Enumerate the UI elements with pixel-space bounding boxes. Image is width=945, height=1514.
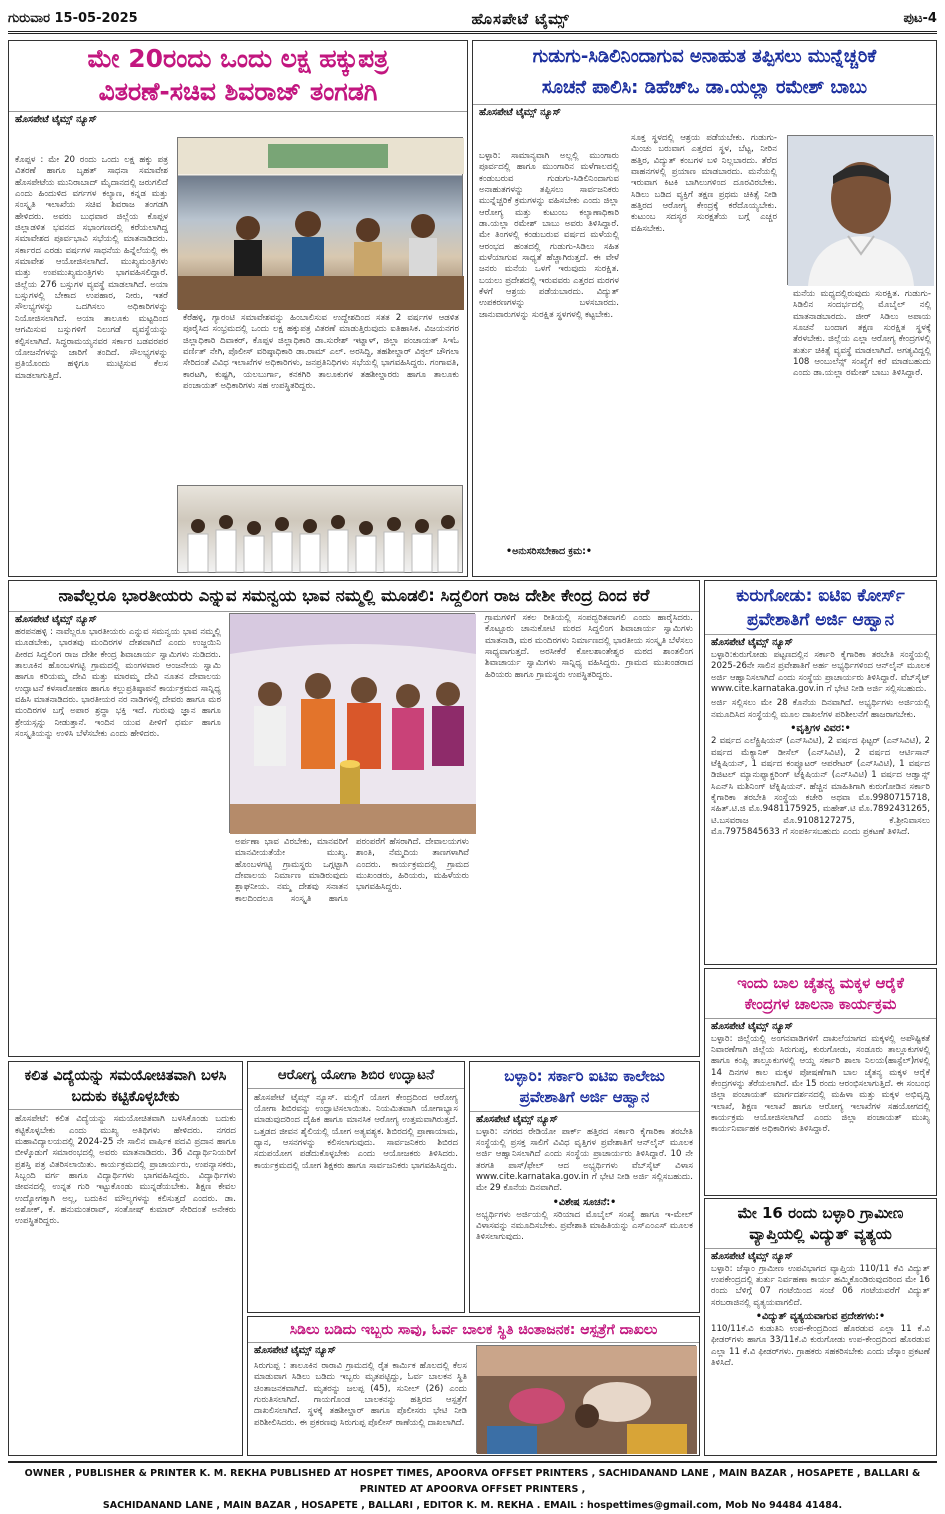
story1-headline-1: ಮೇ 20ರಂದು ಒಂದು ಲಕ್ಷ ಹಕ್ಕುಪತ್ರ — [87, 44, 389, 73]
story-samanvaya-bhava — [8, 580, 700, 1057]
story-bala-chaitanya — [704, 968, 937, 1196]
story3-body: ಹರಪನಹಳ್ಳಿ : ನಾವೆಲ್ಲರೂ ಭಾರತೀಯರು ಎನ್ನುವ ಸಮನ್ವಯ ಭಾವ ನಮ್ಮಲ್ಲಿ ಮೂಡಬೇಕು, ಭಾರತವು ಮಂದಿರಗಳ ದೇಶವಾಗಿದೆ ಎಂದು ಉಜ್ಜಯಿನಿ ಪೀಠದ ಸಿದ್ದಲಿಂಗ ರಾಜ ದೇಶೀ ಕೇಂದ್ರ ಶಿವಾಚಾರ್ಯ ಸ್ವಾಮಿಗಳು ನುಡಿದರು. ತಾಲೂಕಿನ ಹೊಂಬಳಗಟ್ಟಿ ಗ್ರಾಮದಲ್ಲಿ ಮಂಗಳವಾರ ಆಂಜನೇಯ ಸ್ವಾಮಿ ಹಾಗೂ ಕರಿಯಮ್ಮ ದೇವಿ ಮತ್ತು ಮಾರಮ್ಮ ದೇವಿ ನೂತನ ದೇವಾಲಯ ಉದ್ಘಾಟನೆ ಕಳಸಾರೋಹಣ ಹಾಗೂ ಕಲ್ಲುಪ್ರತಿಷ್ಠಾಪನೆ ಕಾರ್ಯಕ್ರಮದ ಸಾನ್ನಿಧ್ಯ ವಹಿಸಿ ಮಾತನಾಡಿದರು. ಭಾರತೀಯರ ನರ ನಾಡಿಗಳಲ್ಲಿ ದೇವರು ಹಾಗೂ ಮಠ ಮಂದಿರಗಳ ಬಗ್ಗೆ ಅಪಾರ ಶ್ರದ್ಧಾ ಭಕ್ತಿ ಇದೆ. ಗುರುವು ಜ್ಞಾನ ಹಾಗೂ ಶ್ರೇಯಸ್ಸನ್ನು ನೀಡುತ್ತಾನೆ. ಇಂದಿನ ಯುವ ಪೀಳಿಗೆ ಧರ್ಮ ಹಾಗೂ ಸಂಸ್ಕೃತಿಯನ್ನು ಉಳಿಸಿ ಬೆಳೆಸಬೇಕು ಎಂದು ಹೇಳಿದರು. — [15, 627, 221, 740]
story7-headline-1: ಕಲಿತ ವಿದ್ಯೆಯನ್ನು ಸಮಯೋಚಿತವಾಗಿ ಬಳಸಿ — [24, 1068, 227, 1084]
story9-headline-2: ಪ್ರವೇಶಾತಿಗೆ ಅರ್ಜಿ ಆಹ್ವಾನ — [470, 1089, 699, 1111]
imprint-line-2: SACHIDANAND LANE , MAIN BAZAR , HOSAPETE , BALLARI , EDITOR K. M. REKHA . EMAIL : hospettimes@gmail.com, Mob No 94484 41484. — [102, 1500, 843, 1511]
issue-date: ಗುರುವಾರ 15-05-2025 — [8, 11, 138, 26]
story-sidilu-muncharike — [472, 40, 937, 577]
story6-body: ಬಳ್ಳಾರಿ: ಜೆಸ್ಕಾಂ ಗ್ರಾಮೀಣ ಉಪವಿಭಾಗದ ವ್ಯಾಪ್ತಿಯ 110/11 ಕೆವಿ ವಿದ್ಯುತ್ ಉಪಕೇಂದ್ರದಲ್ಲಿ ತುರ್ತು ನಿರ್ವಹಣಾ ಕಾರ್ಯ ಹಮ್ಮಿಕೊಂಡಿರುವುದರಿಂದ ಮೇ 16 ರಂದು ಬೆಳಿಗ್ಗೆ 07 ಗಂಟೆಯಿಂದ ಸಂಜೆ 06 ಗಂಟೆಯವರೆಗೆ ವಿದ್ಯುತ್ ಸರಬರಾಜಿನಲ್ಲಿ ವ್ಯತ್ಯಯವಾಗಲಿದೆ. — [711, 1263, 930, 1308]
story-sidilu-sav — [247, 1316, 700, 1456]
story3-temple-event-photo — [229, 613, 475, 833]
story6-byline: ಹೊಸಪೇಟೆ ಟೈಮ್ಸ್ ನ್ಯೂಸ್ — [711, 1250, 793, 1262]
story6-body-2: 110/11ಕೆ.ವಿ ಕುಡುತಿನಿ ಉಪ-ಕೇಂದ್ರದಿಂದ ಹೊರಡುವ ಎಲ್ಲಾ 11 ಕೆ.ವಿ ಫೀಡರ್‌ಗಳು ಹಾಗೂ 33/11ಕೆ.ವಿ ಕುರುಗೋಡು ಉಪ-ಕೇಂದ್ರದಿಂದ ಹೊರಡುವ ಎಲ್ಲಾ 11 ಕೆ.ವಿ ಫೀಡರ್‌ಗಳು. ಗ್ರಾಹಕರು ಸಹಕರಿಸಬೇಕು ಎಂದು ಜೆಸ್ಕಾಂ ಪ್ರಕಟಣೆ ತಿಳಿಸಿದೆ. — [711, 1323, 930, 1368]
story-kurugodu-iti — [704, 580, 937, 965]
story2-byline: ಹೊಸಪೇಟೆ ಟೈಮ್ಸ್ ನ್ಯೂಸ್ — [479, 107, 561, 119]
story10-byline: ಹೊಸಪೇಟೆ ಟೈಮ್ಸ್ ನ್ಯೂಸ್ — [254, 1345, 336, 1357]
story9-byline: ಹೊಸಪೇಟೆ ಟೈಮ್ಸ್ ನ್ಯೂಸ್ — [476, 1113, 558, 1125]
story8-headline: ಆರೋಗ್ಯ ಯೋಗಾ ಶಿಬಿರ ಉದ್ಘಾಟನೆ — [248, 1068, 464, 1089]
story5-body: ಬಳ್ಳಾರಿ: ಜಿಲ್ಲೆಯಲ್ಲಿ ಅಂಗನವಾಡಿಗಳಿಗೆ ದಾಖಲೆಯಾಗದ ಮಕ್ಕಳಲ್ಲಿ ಅಪೌಷ್ಟಿಕತೆ ನಿವಾರಣೆಗಾಗಿ ಜಿಲ್ಲೆಯ ಸಿರುಗುಪ್ಪ, ಕುರುಗೋಡು, ಸಂಡೂರು ತಾಲ್ಲೂಕುಗಳಲ್ಲಿ ಹಾಗೂ ಕಂಪ್ಲಿ ತಾಲ್ಲೂಕುಗಳಲ್ಲಿ ಆಯ್ದ ಸರ್ಕಾರಿ ಶಾಲಾ ನಿಲಯ(ಹಾಸ್ಟೆಲ್)ಗಳಲ್ಲಿ 14 ದಿನಗಳ ಕಾಲ ಮಕ್ಕಳ ಪೋಷಣೆಗಾಗಿ ಬಾಲ ಚೈತನ್ಯ ಮಕ್ಕಳ ಆರೈಕೆ ಕೇಂದ್ರಗಳನ್ನು ತೆರೆಯಲಾಗಿದೆ. ಮೇ 15 ರಂದು ಆರಂಭಿಸಲಾಗುತ್ತಿದೆ. ಈ ಸಂಬಂಧ ಜಿಲ್ಲಾ ಪಂಚಾಯತ್ ಮಾರ್ಗದರ್ಶನದಲ್ಲಿ ಮಹಿಳಾ ಮತ್ತು ಮಕ್ಕಳ ಅಭಿವೃದ್ಧಿ ಇಲಾಖೆ, ಶಿಕ್ಷಣ ಇಲಾಖೆ ಹಾಗೂ ಆರೋಗ್ಯ ಇಲಾಖೆಗಳ ಸಹಯೋಗದಲ್ಲಿ ಕಾರ್ಯಕ್ರಮ ಆಯೋಜಿಸಲಾಗಿದೆ ಎಂದು ಜಿಲ್ಲಾ ಪಂಚಾಯತ್ ಮುಖ್ಯ ಕಾರ್ಯನಿರ್ವಾಹಕ ಅಧಿಕಾರಿಗಳು ತಿಳಿಸಿದ್ದಾರೆ. — [711, 1033, 930, 1135]
story-sachiva-haqqupatra — [8, 40, 468, 577]
dho-portrait-photo — [787, 135, 933, 285]
imprint-footer — [8, 1461, 937, 1511]
story10-body: ಸಿರುಗುಪ್ಪ : ತಾಲೂಕಿನ ರಾರಾವಿ ಗ್ರಾಮದಲ್ಲಿ ರೈತ ಕಾರ್ಮಿಕ ಹೊಲದಲ್ಲಿ ಕೆಲಸ ಮಾಡುವಾಗ ಸಿಡಿಲು ಬಡಿದು ಇಬ್ಬರು ಮೃತಪಟ್ಟಿದ್ದು, ಓರ್ವ ಬಾಲಕನ ಸ್ಥಿತಿ ಚಿಂತಾಜನಕವಾಗಿದೆ. ಮೃತರನ್ನು ಜಲಪ್ಪ (45), ಸುನೀಲ್ (26) ಎಂದು ಗುರುತಿಸಲಾಗಿದೆ. ಗಾಯಗೊಂಡ ಬಾಲಕನನ್ನು ಹತ್ತಿರದ ಆಸ್ಪತ್ರೆಗೆ ದಾಖಲಿಸಲಾಗಿದೆ. ಸ್ಥಳಕ್ಕೆ ತಹಶೀಲ್ದಾರ್ ಹಾಗೂ ಪೊಲೀಸರು ಭೇಟಿ ನೀಡಿ ಪರಿಶೀಲಿಸಿದರು. ಈ ಪ್ರಕರಣವು ಸಿರುಗುಪ್ಪ ಪೊಲೀಸ್ ಠಾಣೆಯಲ್ಲಿ ದಾಖಲಾಗಿದೆ. — [254, 1361, 467, 1428]
story6-headline-1: ಮೇ 16 ರಂದು ಬಳ್ಳಾರಿ ಗ್ರಾಮೀಣ — [737, 1204, 904, 1222]
story6-subhead: •ವಿದ್ಯುತ್ ವ್ಯತ್ಯಯವಾಗುವ ಪ್ರದೇಶಗಳು:• — [755, 1310, 886, 1322]
story9-body: ಬಳ್ಳಾರಿ: ನಗರದ ರೇಡಿಯೋ ಪಾರ್ಕ್ ಹತ್ತಿರದ ಸರ್ಕಾರಿ ಕೈಗಾರಿಕಾ ತರಬೇತಿ ಸಂಸ್ಥೆಯಲ್ಲಿ ಪ್ರಸಕ್ತ ಸಾಲಿಗೆ ವಿವಿಧ ವೃತ್ತಿಗಳ ಪ್ರವೇಶಾತಿಗೆ ಆನ್‌ಲೈನ್ ಮೂಲಕ ಅರ್ಜಿ ಆಹ್ವಾನಿಸಲಾಗಿದೆ ಎಂದು ಸಂಸ್ಥೆಯ ಪ್ರಾಚಾರ್ಯರು ತಿಳಿಸಿದ್ದಾರೆ. 10 ನೇ ತರಗತಿ ಪಾಸ್/ಫೇಲ್ ಆದ ಅಭ್ಯರ್ಥಿಗಳು ವೆಬ್‌ಸೈಟ್ ವಿಳಾಸ www.cite.karnataka.gov.in ಗೆ ಭೇಟಿ ನೀಡಿ ಅರ್ಜಿ ಸಲ್ಲಿಸಬಹುದು. ಮೇ 29 ಕೊನೆಯ ದಿನವಾಗಿದೆ. — [476, 1126, 693, 1194]
story1-body: ಕೊಪ್ಪಳ : ಮೇ 20 ರಂದು ಒಂದು ಲಕ್ಷ ಹಕ್ಕು ಪತ್ರ ವಿತರಣೆ ಹಾಗೂ ಬೃಹತ್ ಸಾಧನಾ ಸಮಾವೇಶ ಹೊಸಪೇಟೆಯ ಮುನಿರಾಬಾದ್ ಮೈದಾನದಲ್ಲಿ ಜರುಗಲಿದೆ ಎಂದು ಹಿಂದುಳಿದ ವರ್ಗಗಳ ಕಲ್ಯಾಣ, ಕನ್ನಡ ಮತ್ತು ಸಂಸ್ಕೃತಿ ಇಲಾಖೆಯ ಸಚಿವ ಶಿವರಾಜ ತಂಗಡಗಿ ಹೇಳಿದರು. ಅವರು ಬುಧವಾರ ಜಿಲ್ಲೆಯ ಕೊಪ್ಪಳ ಜಿಲ್ಲಾಡಳಿತ ಭವನದ ಸಭಾಂಗಣದಲ್ಲಿ ಕರೆಯಲಾಗಿದ್ದ ಸಮಾವೇಶದ ಪೂರ್ವಭಾವಿ ಸಭೆಯಲ್ಲಿ ಮಾತನಾಡಿದರು. ಸರ್ಕಾರದ ಎರಡು ವರ್ಷಗಳ ಸಾಧನೆಯ ಹಿನ್ನೆಲೆಯಲ್ಲಿ ಈ ಸಮಾವೇಶ ಆಯೋಜಿಸಲಾಗಿದೆ. ಮುಖ್ಯಮಂತ್ರಿಗಳು ಮತ್ತು ಉಪಮುಖ್ಯಮಂತ್ರಿಗಳು ಭಾಗವಹಿಸಲಿದ್ದಾರೆ. ಜಿಲ್ಲೆಯ 276 ಬಸ್ಸುಗಳ ವ್ಯವಸ್ಥೆ ಮಾಡಲಾಗಿದೆ. ಅಯಾ ಬಸ್ಸುಗಳಲ್ಲಿ ಬೇಕಾದ ಉಪಹಾರ, ನೀರು, ಇತರೆ ಸೌಲಭ್ಯಗಳನ್ನು ಒದಗಿಸಲು ಅಧಿಕಾರಿಗಳನ್ನು ನಿಯೋಜಿಸಲಾಗಿದೆ. ಅಯಾ ತಾಲೂಕು ಮಟ್ಟದಿಂದ ಆಗಮಿಸುವ ಬಸ್ಸುಗಳಿಗೆ ನಿಲುಗಡೆ ವ್ಯವಸ್ಥೆಯನ್ನು ಕಲ್ಪಿಸಲಾಗಿದೆ. ಸಿದ್ಧರಾಮಯ್ಯನವರ ಸರ್ಕಾರ ಬಡವರಪರ ಯೋಜನೆಗಳನ್ನು ಜಾರಿಗೆ ತಂದಿದೆ. ಸೌಲಭ್ಯಗಳನ್ನು ಪ್ರತಿಯೊಂದು ಹಳ್ಳಿಗೂ ಮುಟ್ಟಿಸುವ ಕೆಲಸ ಮಾಡಲಾಗುತ್ತಿದೆ. — [15, 155, 168, 381]
imprint-line-1: OWNER , PUBLISHER & PRINTER K. M. REKHA PUBLISHED AT HOSPET TIMES, APOORVA OFFSET PRINTERS , SACHIDANAND LANE , MAIN BAZAR , HOSAPETE , BALLARI & PRINTED AT APOORVA OFFSET PRINTERS , — [24, 1468, 921, 1495]
story9-body-2: ಅಭ್ಯರ್ಥಿಗಳು ಅರ್ಜಿಯಲ್ಲಿ ಸರಿಯಾದ ಮೊಬೈಲ್ ಸಂಖ್ಯೆ ಹಾಗೂ ಇ-ಮೇಲ್ ವಿಳಾಸವನ್ನು ನಮೂದಿಸಬೇಕು. ಪ್ರವೇಶಾತಿ ಮಾಹಿತಿಯನ್ನು ಎಸ್‌ಎಂಎಸ್ ಮೂಲಕ ತಿಳಿಸಲಾಗುವುದು. — [476, 1209, 693, 1243]
story10-headline: ಸಿಡಿಲು ಬಡಿದು ಇಬ್ಬರು ಸಾವು, ಓರ್ವ ಬಾಲಕ ಸ್ಥಿತಿ ಚಿಂತಾಜನಕ: ಆಸ್ಪತ್ರೆಗೆ ದಾಖಲು — [248, 1322, 699, 1343]
story5-headline-2: ಕೇಂದ್ರಗಳ ಚಾಲನಾ ಕಾರ್ಯಕ್ರಮ — [705, 996, 936, 1018]
story8-body: ಹೊಸಪೇಟೆ ಟೈಮ್ಸ್ ನ್ಯೂಸ್. ಮಲ್ಲಿಗೆ ಯೋಗ ಕೇಂದ್ರದಿಂದ ಆರೋಗ್ಯ ಯೋಗಾ ಶಿಬಿರವನ್ನು ಉದ್ಘಾಟಿಸಲಾಯಿತು. ನಿಯಮಿತವಾಗಿ ಯೋಗಾಭ್ಯಾಸ ಮಾಡುವುದರಿಂದ ದೈಹಿಕ ಹಾಗೂ ಮಾನಸಿಕ ಆರೋಗ್ಯ ಉತ್ತಮವಾಗಿರುತ್ತದೆ. ಒತ್ತಡದ ಜೀವನ ಶೈಲಿಯಲ್ಲಿ ಯೋಗ ಅತ್ಯವಶ್ಯಕ. ಶಿಬಿರದಲ್ಲಿ ಪ್ರಾಣಾಯಾಮ, ಧ್ಯಾನ, ಆಸನಗಳನ್ನು ಕಲಿಸಲಾಗುವುದು. ಸಾರ್ವಜನಿಕರು ಶಿಬಿರದ ಸದುಪಯೋಗ ಪಡೆದುಕೊಳ್ಳಬೇಕು ಎಂದು ಆಯೋಜಕರು ತಿಳಿಸಿದರು. ಕಾರ್ಯಕ್ರಮದಲ್ಲಿ ಯೋಗ ಶಿಕ್ಷಕರು ಹಾಗೂ ಸಾರ್ವಜನಿಕರು ಭಾಗವಹಿಸಿದ್ದರು. — [254, 1092, 458, 1171]
story-yoga-shibira — [247, 1061, 465, 1313]
story2-body: ಬಳ್ಳಾರಿ: ಸಾಮಾನ್ಯವಾಗಿ ಅಲ್ಲಲ್ಲಿ ಮುಂಗಾರು ಪೂರ್ವದಲ್ಲಿ ಹಾಗೂ ಮುಂಗಾರಿನ ಮಳೆಗಾಲದಲ್ಲಿ ಕಂಡುಬರುವ ಗುಡುಗು-ಸಿಡಿಲಿನಿಂದಾಗುವ ಅನಾಹುತಗಳನ್ನು ತಪ್ಪಿಸಲು ಸಾರ್ವಜನಿಕರು ಮುನ್ನೆಚ್ಚರಿಕೆ ಕ್ರಮಗಳನ್ನು ವಹಿಸಬೇಕು ಎಂದು ಜಿಲ್ಲಾ ಆರೋಗ್ಯ ಮತ್ತು ಕುಟುಂಬ ಕಲ್ಯಾಣಾಧಿಕಾರಿ ಡಾ.ಯಲ್ಲಾ ರಮೇಶ್ ಬಾಬು ಅವರು ತಿಳಿಸಿದ್ದಾರೆ. ಮೇ ತಿಂಗಳಲ್ಲಿ ಕಂಡುಬರುವ ವರ್ಷದ ಮಳೆಯಲ್ಲಿ ಆರಂಭದ ಹಂತದಲ್ಲಿ ಗುಡುಗು-ಸಿಡಿಲು ಸಹಿತ ಮಳೆಯಾಗುವ ಸಾಧ್ಯತೆ ಹೆಚ್ಚಾಗಿರುತ್ತದೆ. ಈ ವೇಳೆ ಜನರು ಮನೆಯ ಒಳಗೆ ಇರುವುದು ಸುರಕ್ಷಿತ. ಬಯಲು ಪ್ರದೇಶದಲ್ಲಿ ಇರುವವರು ಎತ್ತರದ ಮರಗಳ ಕೆಳಗೆ ಆಶ್ರಯ ಪಡೆಯಬಾರದು. ವಿದ್ಯುತ್ ಉಪಕರಣಗಳನ್ನು ಬಳಸಬಾರದು. ಜಾನುವಾರುಗಳನ್ನು ಸುರಕ್ಷಿತ ಸ್ಥಳಗಳಲ್ಲಿ ಕಟ್ಟಬೇಕು. — [479, 151, 619, 320]
story3-headline: ನಾವೆಲ್ಲರೂ ಭಾರತೀಯರು ಎನ್ನುವ ಸಮನ್ವಯ ಭಾವ ನಮ್ಮಲ್ಲಿ ಮೂಡಲಿ: ಸಿದ್ದಲಿಂಗ ರಾಜ ದೇಶೀ ಕೇಂದ್ರ ದಿಂದ ಕರೆ — [9, 587, 699, 612]
story3-byline: ಹೊಸಪೇಟೆ ಟೈಮ್ಸ್ ನ್ಯೂಸ್ — [15, 613, 97, 625]
story1-meeting-photo — [177, 137, 463, 309]
story9-subhead: •ವಿಶೇಷ ಸೂಚನೆ:• — [552, 1196, 617, 1208]
story2-body-2: ಸೂಕ್ತ ಸ್ಥಳದಲ್ಲಿ ಆಶ್ರಯ ಪಡೆಯಬೇಕು. ಗುಡುಗು-ಮಿಂಚು ಬರುವಾಗ ಎತ್ತರದ ಸ್ಥಳ, ಬೆಟ್ಟ, ನೀರಿನ ಹತ್ತಿರ, ವಿದ್ಯುತ್ ಕಂಬಗಳ ಬಳಿ ನಿಲ್ಲಬಾರದು. ತೆರೆದ ವಾಹನಗಳಲ್ಲಿ ಪ್ರಯಾಣ ಮಾಡಬಾರದು. ಮನೆಯಲ್ಲಿ ಇರುವಾಗ ಕಿಟಕಿ ಬಾಗಿಲುಗಳಿಂದ ದೂರವಿರಬೇಕು. ಸಿಡಿಲು ಬಡಿದ ವ್ಯಕ್ತಿಗೆ ತಕ್ಷಣ ಪ್ರಥಮ ಚಿಕಿತ್ಸೆ ನೀಡಿ ಹತ್ತಿರದ ಆರೋಗ್ಯ ಕೇಂದ್ರಕ್ಕೆ ಕರೆದೊಯ್ಯಬೇಕು. ಕುಟುಂಬ ಸದಸ್ಯರ ಸುರಕ್ಷತೆಯ ಬಗ್ಗೆ ಎಚ್ಚರ ವಹಿಸಬೇಕು. — [631, 133, 777, 234]
story10-hospital-photo — [476, 1345, 696, 1453]
story4-headline-2: ಪ್ರವೇಶಾತಿಗೆ ಅರ್ಜಿ ಆಹ್ವಾನ — [705, 611, 936, 636]
story1-crowd-photo — [177, 485, 463, 573]
story2-body-3: ಮನೆಯ ಮಧ್ಯದಲ್ಲಿರುವುದು ಸುರಕ್ಷಿತ. ಗುಡುಗು-ಸಿಡಿಲಿನ ಸಂದರ್ಭದಲ್ಲಿ ಮೊಬೈಲ್ ನಲ್ಲಿ ಮಾತನಾಡಬಾರದು. ಜೀರ್ ಸಿಡಿಲು ಅಪಾಯ ಸೂಚನೆ ಬಂದಾಗ ತಕ್ಷಣ ಸುರಕ್ಷಿತ ಸ್ಥಳಕ್ಕೆ ತೆರಳಬೇಕು. ಜಿಲ್ಲೆಯ ಎಲ್ಲಾ ಆರೋಗ್ಯ ಕೇಂದ್ರಗಳಲ್ಲಿ ತುರ್ತು ಚಿಕಿತ್ಸೆ ವ್ಯವಸ್ಥೆ ಮಾಡಲಾಗಿದೆ. ಅಗತ್ಯವಿದ್ದಲ್ಲಿ 108 ಆಂಬುಲೆನ್ಸ್ ಸಂಖ್ಯೆಗೆ ಕರೆ ಮಾಡಬಹುದು ಎಂದು ಡಾ.ಯಲ್ಲಾ ರಮೇಶ್ ಬಾಬು ತಿಳಿಸಿದ್ದಾರೆ. — [793, 289, 931, 379]
story3-body-2: ಅರ್ಪಣಾ ಭಾವ ವಿರಬೇಕು, ಮಾನವರಿಗೆ ಮಾನವೀಯತೆಯೇ ಮುಖ್ಯ. ಹೊಂಬಳಗಟ್ಟಿ ಗ್ರಾಮಸ್ಥರು ಒಗ್ಗಟ್ಟಾಗಿ ದೇವಾಲಯ ನಿರ್ಮಾಣ ಮಾಡಿರುವುದು ಶ್ಲಾಘನೀಯ. ನಮ್ಮ ದೇಶವು ಸನಾತನ ಕಾಲದಿಂದಲೂ ಸಂಸ್ಕೃತಿ ಹಾಗೂ ಪರಂಪರೆಗೆ ಹೆಸರಾಗಿದೆ. ದೇವಾಲಯಗಳು ಶಾಂತಿ, ನೆಮ್ಮದಿಯ ತಾಣಗಳಾಗಿವೆ ಎಂದರು. ಕಾರ್ಯಕ್ರಮದಲ್ಲಿ ಗ್ರಾಮದ ಮುಖಂಡರು, ಹಿರಿಯರು, ಮಹಿಳೆಯರು ಭಾಗವಹಿಸಿದ್ದರು. — [235, 837, 469, 904]
story6-headline-2: ವ್ಯಾಪ್ತಿಯಲ್ಲಿ ವಿದ್ಯುತ್ ವ್ಯತ್ಯಯ — [705, 1226, 936, 1248]
masthead — [8, 6, 937, 34]
story-kalita-vidye — [8, 1061, 243, 1456]
story5-headline-1: ಇಂದು ಬಾಲ ಚೈತನ್ಯ ಮಕ್ಕಳ ಆರೈಕೆ — [737, 974, 904, 992]
story1-body-2: ಕೆರೆಹಳ್ಳಿ, ಗ್ಯಾರಂಟಿ ಸಮಾವೇಶವನ್ನು ಹಿಂಬಾಲಿಸುವ ಉದ್ದೇಶದಿಂದ ಸತತ 2 ವರ್ಷಗಳ ಆಡಳಿತ ಪೂರೈಸಿದ ಸಂಭ್ರಮದಲ್ಲಿ ಒಂದು ಲಕ್ಷ ಹಕ್ಕುಪತ್ರ ವಿತರಣೆ ಮಾಡುತ್ತಿರುವುದು ಐತಿಹಾಸಿಕ. ವಿಜಯನಗರ ಜಿಲ್ಲಾಧಿಕಾರಿ ದಿವಾಕರ್, ಕೊಪ್ಪಳ ಜಿಲ್ಲಾಧಿಕಾರಿ ಡಾ.ಸುರೇಶ್ ಇಟ್ನಾಳ್, ಜಿಲ್ಲಾ ಪಂಚಾಯತ್ ಸಿಇಓ ವರ್ಣಿತ್ ನೇಗಿ, ಪೊಲೀಸ್ ವರಿಷ್ಠಾಧಿಕಾರಿ ಡಾ.ರಾಮ್ ಎಲ್. ಅರಸಿದ್ದಿ, ತಹಶೀಲ್ದಾರ್ ವಿಠ್ಠಲ್ ಚೌಗಲಾ ಸೇರಿದಂತೆ ವಿವಿಧ ಇಲಾಖೆಗಳ ಅಧಿಕಾರಿಗಳು, ಜನಪ್ರತಿನಿಧಿಗಳು ಸಭೆಯಲ್ಲಿ ಭಾಗವಹಿಸಿದ್ದರು. ಗಂಗಾವತಿ, ಕಾರಟಗಿ, ಕುಷ್ಟಗಿ, ಯಲಬುರ್ಗಾ, ಕನಕಗಿರಿ ತಾಲೂಕುಗಳ ತಹಶೀಲ್ದಾರರು ಹಾಗೂ ತಾಲೂಕು ಪಂಚಾಯತ್ ಅಧಿಕಾರಿಗಳು ಸಹ ಉಪಸ್ಥಿತರಿದ್ದರು. — [183, 313, 459, 392]
story7-body: ಹೊಸಪೇಟೆ: ಕಲಿತ ವಿದ್ಯೆಯನ್ನು ಸಮಯೋಚಿತವಾಗಿ ಬಳಸಿಕೊಂಡು ಬದುಕು ಕಟ್ಟಿಕೊಳ್ಳಬೇಕು ಎಂದು ಮುಖ್ಯ ಅತಿಥಿಗಳು ಹೇಳಿದರು. ನಗರದ ಮಹಾವಿದ್ಯಾಲಯದಲ್ಲಿ 2024-25 ನೇ ಸಾಲಿನ ವಾರ್ಷಿಕ ಪದವಿ ಪ್ರದಾನ ಹಾಗೂ ಬೀಳ್ಕೊಡುಗೆ ಸಮಾರಂಭದಲ್ಲಿ ಅವರು ಮಾತನಾಡಿದರು. 36 ವಿದ್ಯಾರ್ಥಿನಿಯರಿಗೆ ಪ್ರಶಸ್ತಿ ಪತ್ರ ವಿತರಿಸಲಾಯಿತು. ಕಾರ್ಯಕ್ರಮದಲ್ಲಿ ಪ್ರಾಚಾರ್ಯರು, ಉಪನ್ಯಾಸಕರು, ಸಿಬ್ಬಂದಿ ವರ್ಗ ಹಾಗೂ ವಿದ್ಯಾರ್ಥಿಗಳು ಭಾಗವಹಿಸಿದ್ದರು. ವಿದ್ಯಾರ್ಥಿಗಳು ಜೀವನದಲ್ಲಿ ಉನ್ನತ ಗುರಿ ಇಟ್ಟುಕೊಂಡು ಮುನ್ನಡೆಯಬೇಕು. ಶಿಕ್ಷಣ ಕೇವಲ ಉದ್ಯೋಗಕ್ಕಾಗಿ ಅಲ್ಲ, ಬದುಕಿನ ಮೌಲ್ಯಗಳನ್ನು ಕಲಿಸುತ್ತದೆ ಎಂದರು. ಡಾ. ಅಶೋಕ್, ಕೆ. ಹನುಮಂತರಾವ್, ಸಂತೋಷ್ ಕುಮಾರ್ ಸೇರಿದಂತೆ ಅನೇಕರು ಉಪಸ್ಥಿತರಿದ್ದರು. — [15, 1114, 236, 1227]
story4-byline: ಹೊಸಪೇಟೆ ಟೈಮ್ಸ್ ನ್ಯೂಸ್ — [711, 637, 793, 649]
story3-body-3: ಗ್ರಾಮಗಳಿಗೆ ಸಕಲ ರೀತಿಯಲ್ಲಿ ಸಂಪದ್ಭರಿತವಾಗಲಿ ಎಂದು ಹಾರೈಸಿದರು. ಕೊಟ್ಟೂರು ಚಾನುಕೋಟಿ ಮಠದ ಸಿದ್ದಲಿಂಗ ಶಿವಾಚಾರ್ಯ ಸ್ವಾಮಿಗಳು ಮಾತನಾಡಿ, ಮಠ ಮಂದಿರಗಳು ನಿರ್ಮಾಣದಲ್ಲಿ ಭಾರತೀಯ ಸಂಸ್ಕೃತಿ ಬೆಳೆಸಲು ಸಾಧ್ಯವಾಗುತ್ತದೆ. ಅರಸೀಕೆರೆ ಕೋಲಶಾಂತೇಶ್ವರ ಮಠದ ಶಾಂತಲಿಂಗ ಶಿವಾಚಾರ್ಯ ಸ್ವಾಮಿಗಳು ಸಾನ್ನಿಧ್ಯ ವಹಿಸಿದ್ದರು. ಗ್ರಾಮದ ಮುಖಂಡರಾದ ಹಿರಿಯರು ಹಾಗೂ ಗ್ರಾಮಸ್ಥರು ಉಪಸ್ಥಿತರಿದ್ದರು. — [485, 613, 693, 680]
story4-body-2: ಅರ್ಜಿ ಸಲ್ಲಿಸಲು ಮೇ 28 ಕೊನೆಯ ದಿನವಾಗಿದೆ. ಅಭ್ಯರ್ಥಿಗಳು ಅರ್ಜಿಯಲ್ಲಿ ನಮೂದಿಸಿದ ಸಂಸ್ಥೆಯಲ್ಲಿ ಮೂಲ ದಾಖಲೆಗಳ ಪರಿಶೀಲನೆಗೆ ಹಾಜರಾಗಬೇಕು. — [711, 698, 930, 720]
story4-subhead: •ವೃತ್ತಿಗಳ ವಿವರ:• — [790, 723, 851, 735]
story1-byline: ಹೊಸಪೇಟೆ ಟೈಮ್ಸ್ ನ್ಯೂಸ್ — [15, 113, 97, 125]
story7-headline-2: ಬದುಕು ಕಟ್ಟಿಕೊಳ್ಳಬೇಕು — [9, 1089, 242, 1111]
story-vidyut-vyatyaya — [704, 1198, 937, 1456]
story4-headline-1: ಕುರುಗೋಡು: ಐಟಿಐ ಕೋರ್ಸ್ — [736, 586, 905, 606]
story-ballari-iti — [469, 1061, 700, 1313]
story1-headline-2: ವಿತರಣೆ-ಸಚಿವ ಶಿವರಾಜ್ ತಂಗಡಗಿ — [9, 78, 467, 112]
story4-body: ಬಳ್ಳಾರಿ:ಕುರುಗೋಡು ಪಟ್ಟಣದಲ್ಲಿನ ಸರ್ಕಾರಿ ಕೈಗಾರಿಕಾ ತರಬೇತಿ ಸಂಸ್ಥೆಯಲ್ಲಿ 2025-26ನೇ ಸಾಲಿನ ಪ್ರವೇಶಾತಿಗೆ ಅರ್ಹ ಅಭ್ಯರ್ಥಿಗಳಿಂದ ಆನ್‌ಲೈನ್ ಮೂಲಕ ಅರ್ಜಿ ಆಹ್ವಾನಿಸಲಾಗಿದೆ ಎಂದು ಸಂಸ್ಥೆಯ ಪ್ರಾಚಾರ್ಯರು ತಿಳಿಸಿದ್ದಾರೆ. ವೆಬ್‌ಸೈಟ್ www.cite.karnataka.gov.in ಗೆ ಭೇಟಿ ನೀಡಿ ಅರ್ಜಿ ಸಲ್ಲಿಸಬಹುದು. — [711, 650, 930, 695]
story9-headline-1: ಬಳ್ಳಾರಿ: ಸರ್ಕಾರಿ ಐಟಿಐ ಕಾಲೇಜು — [504, 1067, 665, 1085]
story5-byline: ಹೊಸಪೇಟೆ ಟೈಮ್ಸ್ ನ್ಯೂಸ್ — [711, 1020, 793, 1032]
story4-body-3: 2 ವರ್ಷದ ಎಲೆಕ್ಟ್ರಿಷಿಯನ್ (ಎನ್‌ಸಿವಿಟಿ), 2 ವರ್ಷದ ಫಿಟ್ಟರ್ (ಎನ್‌ಸಿವಿಟಿ), 2 ವರ್ಷದ ಮೆಕ್ಯಾನಿಕ್ ಡೀಸೆಲ್ (ಎನ್‌ಸಿವಿಟಿ), 2 ವರ್ಷದ ಆರ್ಟಿಸಾನ್ ಟೆಕ್ನಿಷಿಯನ್, 1 ವರ್ಷದ ಕಂಪ್ಯೂಟರ್ ಆಪರೇಟರ್ (ಎನ್‌ಸಿವಿಟಿ), 1 ವರ್ಷದ ಡಿಜಿಟಲ್ ಮ್ಯಾನುಫ್ಯಾಕ್ಚರಿಂಗ್ ಟೆಕ್ನಿಷಿಯನ್ (ಎನ್‌ಸಿವಿಟಿ) 1 ವರ್ಷದ ಆಡ್ವಾನ್ಸ್ ಸಿಎನ್‌ಸಿ ಮಶಿನಿಂಗ್ ಟೆಕ್ನಿಷಿಯನ್. ಹೆಚ್ಚಿನ ಮಾಹಿತಿಗಾಗಿ ಕುರುಗೋಡಿನ ಸರ್ಕಾರಿ ಕೈಗಾರಿಕಾ ತರಬೇತಿ ಸಂಸ್ಥೆಯ ಕಚೇರಿ ಅಥವಾ ಮೊ.9980715718, ಸಹಿತ್.ಟಿ.ಜಿ ಮೊ.9481175925, ಮಹೇಶ್.ಟಿ ಮೊ.7892431265, ಟಿ.ಬಸವರಾಜ ಮೊ.9108127275, ಕೆ.ಶ್ರೀನಿವಾಸಲು ಮೊ.7975845633 ಗೆ ಸಂಪರ್ಕಿಸಬಹುದು ಎಂದು ಪ್ರಕಟಣೆ ತಿಳಿಸಿದೆ. — [711, 736, 930, 837]
page-number: ಪುಟ-4 — [903, 11, 937, 26]
story2-headline-1: ಗುಡುಗು-ಸಿಡಿಲಿನಿಂದಾಗುವ ಅನಾಹುತ ತಪ್ಪಿಸಲು ಮುನ್ನೆಚ್ಚರಿಕೆ — [532, 46, 877, 67]
newspaper-title: ಹೊಸಪೇಟೆ ಟೈಮ್ಸ್ — [471, 9, 570, 28]
story2-subhead: •ಅನುಸರಿಸಬೇಕಾದ ಕ್ರಮ:• — [506, 546, 592, 557]
story2-headline-2: ಸೂಚನೆ ಪಾಲಿಸಿ: ಡಿಹೆಚ್‌ಒ ಡಾ.ಯಲ್ಲಾ ರಮೇಶ್ ಬಾಬು — [473, 78, 936, 106]
